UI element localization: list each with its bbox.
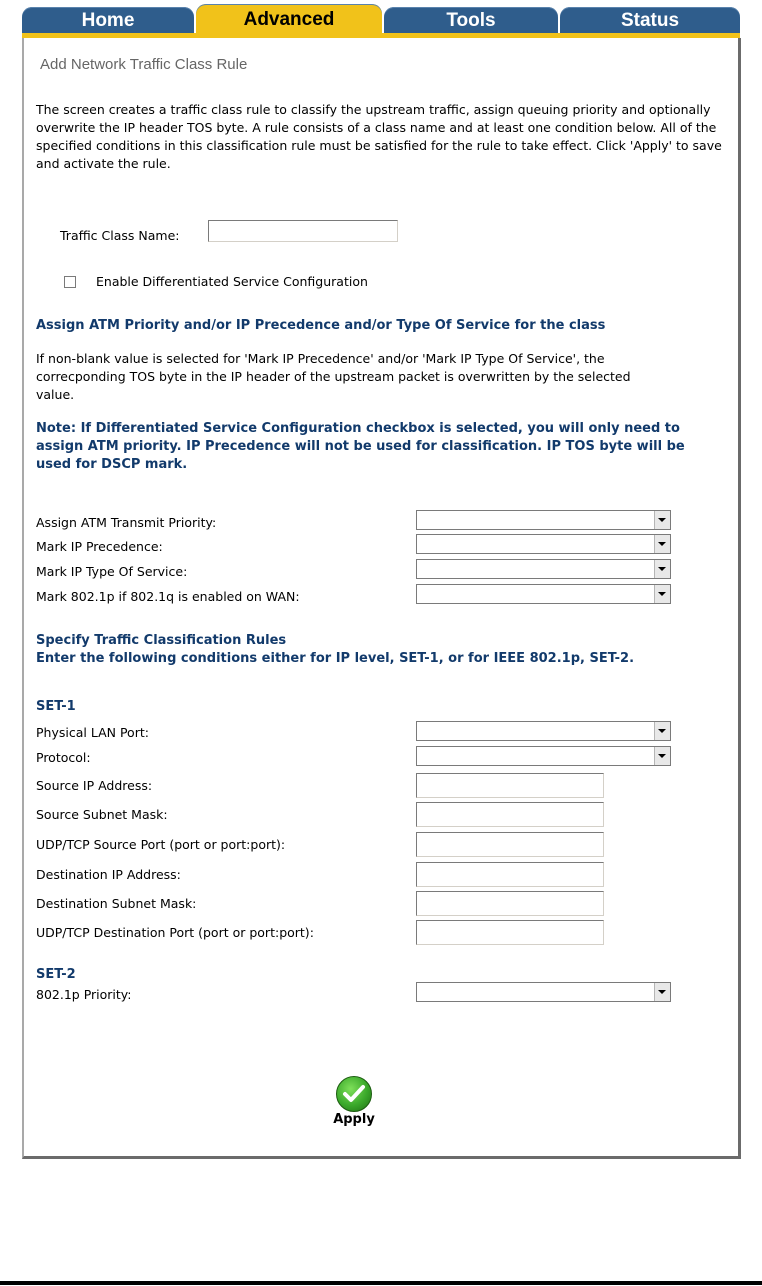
set1-label: SET-1: [36, 699, 76, 714]
src-ip-label: Source IP Address:: [36, 778, 153, 793]
lan-port-select[interactable]: [416, 721, 671, 741]
src-mask-label: Source Subnet Mask:: [36, 807, 168, 822]
protocol-select[interactable]: [416, 746, 671, 766]
dst-ip-label: Destination IP Address:: [36, 867, 181, 882]
dst-mask-label: Destination Subnet Mask:: [36, 896, 197, 911]
chevron-down-icon: [654, 535, 670, 553]
assign-note: Note: If Differentiated Service Configuration checkbox is selected, you will only need to assign ATM priority. IP Precedence will not be used for classification. IP TOS byte will be used for DSCP mark.: [36, 421, 685, 472]
rules-heading: Specify Traffic Classification Rules: [36, 633, 287, 648]
ip-precedence-select[interactable]: [416, 534, 671, 554]
chevron-down-icon: [654, 585, 670, 603]
class-name-input[interactable]: [208, 220, 398, 242]
ip-precedence-label: Mark IP Precedence:: [36, 539, 163, 554]
src-ip-input[interactable]: [416, 773, 604, 798]
tab-home[interactable]: Home: [22, 7, 194, 35]
dsc-checkbox-label: Enable Differentiated Service Configuration: [96, 274, 368, 289]
mark-8021p-label: Mark 802.1p if 802.1q is enabled on WAN:: [36, 589, 300, 604]
dst-port-label: UDP/TCP Destination Port (port or port:port):: [36, 925, 314, 940]
tab-tools[interactable]: Tools: [384, 7, 558, 35]
page-bottom-rule: [0, 1281, 762, 1285]
protocol-label: Protocol:: [36, 750, 91, 765]
chevron-down-icon: [654, 722, 670, 740]
dsc-checkbox[interactable]: [64, 276, 76, 288]
atm-priority-label: Assign ATM Transmit Priority:: [36, 515, 217, 530]
assign-heading: Assign ATM Priority and/or IP Precedence and/or Type Of Service for the class: [36, 318, 606, 333]
dst-mask-input[interactable]: [416, 891, 604, 916]
chevron-down-icon: [654, 983, 670, 1001]
lan-port-label: Physical LAN Port:: [36, 725, 149, 740]
8021p-priority-label: 802.1p Priority:: [36, 987, 132, 1002]
mark-8021p-select[interactable]: [416, 584, 671, 604]
ip-tos-select[interactable]: [416, 559, 671, 579]
checkmark-glyph: [342, 1083, 366, 1105]
chevron-down-icon: [654, 747, 670, 765]
atm-priority-select[interactable]: [416, 510, 671, 530]
apply-button[interactable]: Apply: [333, 1112, 375, 1127]
checkmark-icon[interactable]: [336, 1076, 372, 1112]
ip-tos-label: Mark IP Type Of Service:: [36, 564, 188, 579]
chevron-down-icon: [654, 511, 670, 529]
assign-description: If non-blank value is selected for 'Mark IP Precedence' and/or 'Mark IP Type Of Service', the correcponding TOS byte in the IP header of the upstream packet is overwritten by the selected value.: [36, 351, 631, 402]
set2-label: SET-2: [36, 967, 76, 982]
tab-status[interactable]: Status: [560, 7, 740, 35]
tab-advanced[interactable]: Advanced: [196, 4, 382, 35]
class-name-label: Traffic Class Name:: [60, 228, 180, 243]
src-mask-input[interactable]: [416, 802, 604, 827]
dst-ip-input[interactable]: [416, 862, 604, 887]
chevron-down-icon: [654, 560, 670, 578]
content-panel: [22, 38, 741, 1159]
intro-text: The screen creates a traffic class rule to classify the upstream traffic, assign queuing priority and optionally overwrite the IP header TOS byte. A rule consists of a class name and at least one condition below. All of the specified conditions in this classification rule must be satisfied for the rule to take effect. Click 'Apply' to save and activate the rule.: [36, 102, 722, 171]
rules-subheading: Enter the following conditions either for IP level, SET-1, or for IEEE 802.1p, SET-2.: [36, 651, 635, 666]
page-title: Add Network Traffic Class Rule: [40, 56, 248, 73]
src-port-input[interactable]: [416, 832, 604, 857]
8021p-priority-select[interactable]: [416, 982, 671, 1002]
dst-port-input[interactable]: [416, 920, 604, 945]
src-port-label: UDP/TCP Source Port (port or port:port):: [36, 837, 286, 852]
